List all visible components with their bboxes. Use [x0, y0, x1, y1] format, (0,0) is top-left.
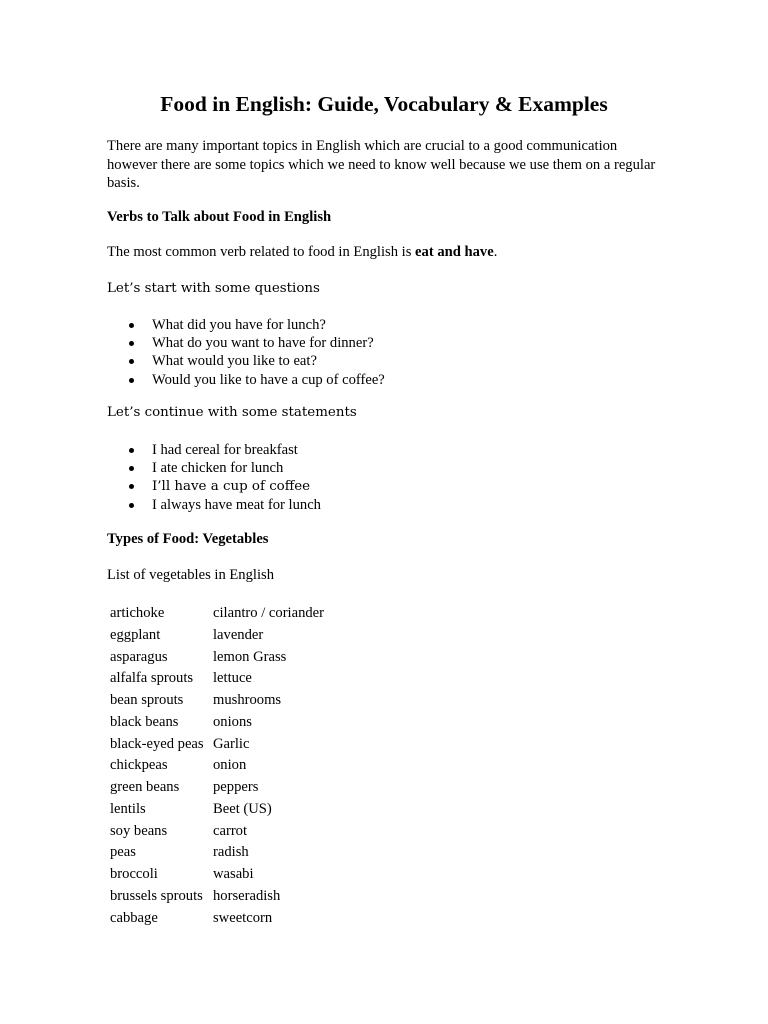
table-row [107, 690, 324, 712]
list-item-text: What did you have for lunch? [152, 317, 326, 333]
table-cell: sweetcorn [213, 909, 273, 926]
list-item [129, 352, 385, 370]
table-cell: black beans [110, 713, 179, 730]
table-cell: cabbage [110, 909, 158, 926]
table-cell: broccoli [110, 866, 158, 882]
list-item [129, 496, 321, 514]
table-row [107, 821, 324, 843]
list-item-text: What would you like to eat? [152, 353, 317, 370]
table-cell: radish [213, 844, 249, 861]
common-verb-end: . [493, 244, 498, 260]
list-item-text: What do you want to have for dinner? [152, 335, 374, 352]
bullet-icon [129, 503, 134, 508]
table-row [107, 799, 324, 821]
table-cell: bean sprouts [110, 692, 184, 708]
table-row [107, 712, 324, 734]
table-cell: lentils [110, 800, 146, 817]
list-item [129, 371, 385, 389]
bullet-icon [129, 341, 134, 346]
table-row [107, 755, 324, 777]
page-title: Food in English: Guide, Vocabulary & Examples [160, 92, 608, 116]
table-row [107, 625, 324, 647]
verbs-heading: Verbs to Talk about Food in English [107, 209, 332, 225]
table-cell: cilantro / coriander [213, 605, 325, 621]
table-row [107, 886, 324, 908]
list-item [129, 441, 321, 459]
table-row [107, 668, 324, 690]
bullet-icon [129, 448, 134, 453]
common-verb-text: The most common verb related to food in English is [107, 244, 416, 260]
table-cell: horseradish [213, 887, 281, 904]
bullet-icon [129, 378, 134, 383]
questions-intro: Let’s start with some questions [107, 281, 320, 296]
table-cell: Garlic [213, 735, 250, 752]
table-cell: eggplant [110, 626, 161, 643]
table-row [107, 908, 324, 930]
table-cell: green beans [110, 779, 180, 795]
table-cell: soy beans [110, 822, 168, 839]
statements-intro: Let’s continue with some statements [107, 405, 357, 420]
statements-list [129, 441, 321, 514]
table-cell: lemon Grass [213, 648, 287, 665]
table-cell: asparagus [110, 648, 168, 665]
list-item-text: Would you like to have a cup of coffee? [152, 371, 385, 388]
bullet-icon [129, 484, 134, 489]
bullet-icon [129, 359, 134, 364]
list-item [129, 316, 385, 334]
table-row [107, 734, 324, 756]
table-cell: black-eyed peas [110, 735, 204, 752]
bullet-icon [129, 466, 134, 471]
table-cell: alfalfa sprouts [110, 670, 194, 687]
common-verb-sentence [107, 244, 497, 261]
common-verb-bold: eat and have [415, 244, 494, 260]
list-item [129, 477, 321, 495]
table-row [107, 864, 324, 886]
table-cell: peppers [213, 779, 259, 795]
intro-paragraph: There are many important topics in English which are crucial to a good communication however there are some topics which we need to know well because we use them on a regular basis. [107, 138, 656, 191]
table-cell: onion [213, 757, 247, 774]
table-cell: carrot [213, 822, 248, 839]
vegetables-table [107, 603, 324, 929]
table-cell: lavender [213, 626, 264, 643]
list-item [129, 334, 385, 352]
table-row [107, 647, 324, 669]
table-cell: chickpeas [110, 757, 168, 774]
bullet-icon [129, 323, 134, 328]
table-cell: mushrooms [213, 692, 282, 708]
table-cell: peas [110, 844, 136, 861]
table-row [107, 842, 324, 864]
list-item-text: I had cereal for breakfast [152, 442, 298, 458]
table-row [107, 603, 324, 625]
list-item-text: I always have meat for lunch [152, 496, 321, 513]
table-cell: lettuce [213, 670, 252, 687]
table-row [107, 777, 324, 799]
list-item-text: I ate chicken for lunch [152, 460, 284, 477]
table-cell: artichoke [110, 605, 165, 621]
table-cell: Beet (US) [213, 800, 272, 817]
list-item [129, 459, 321, 477]
vegetables-heading: Types of Food: Vegetables [107, 531, 269, 547]
vegetables-intro: List of vegetables in English [107, 567, 274, 583]
table-cell: onions [213, 713, 252, 730]
table-cell: brussels sprouts [110, 887, 203, 904]
list-item-text: I’ll have a cup of coffee [152, 479, 311, 495]
questions-list [129, 316, 385, 389]
table-cell: wasabi [213, 866, 254, 882]
